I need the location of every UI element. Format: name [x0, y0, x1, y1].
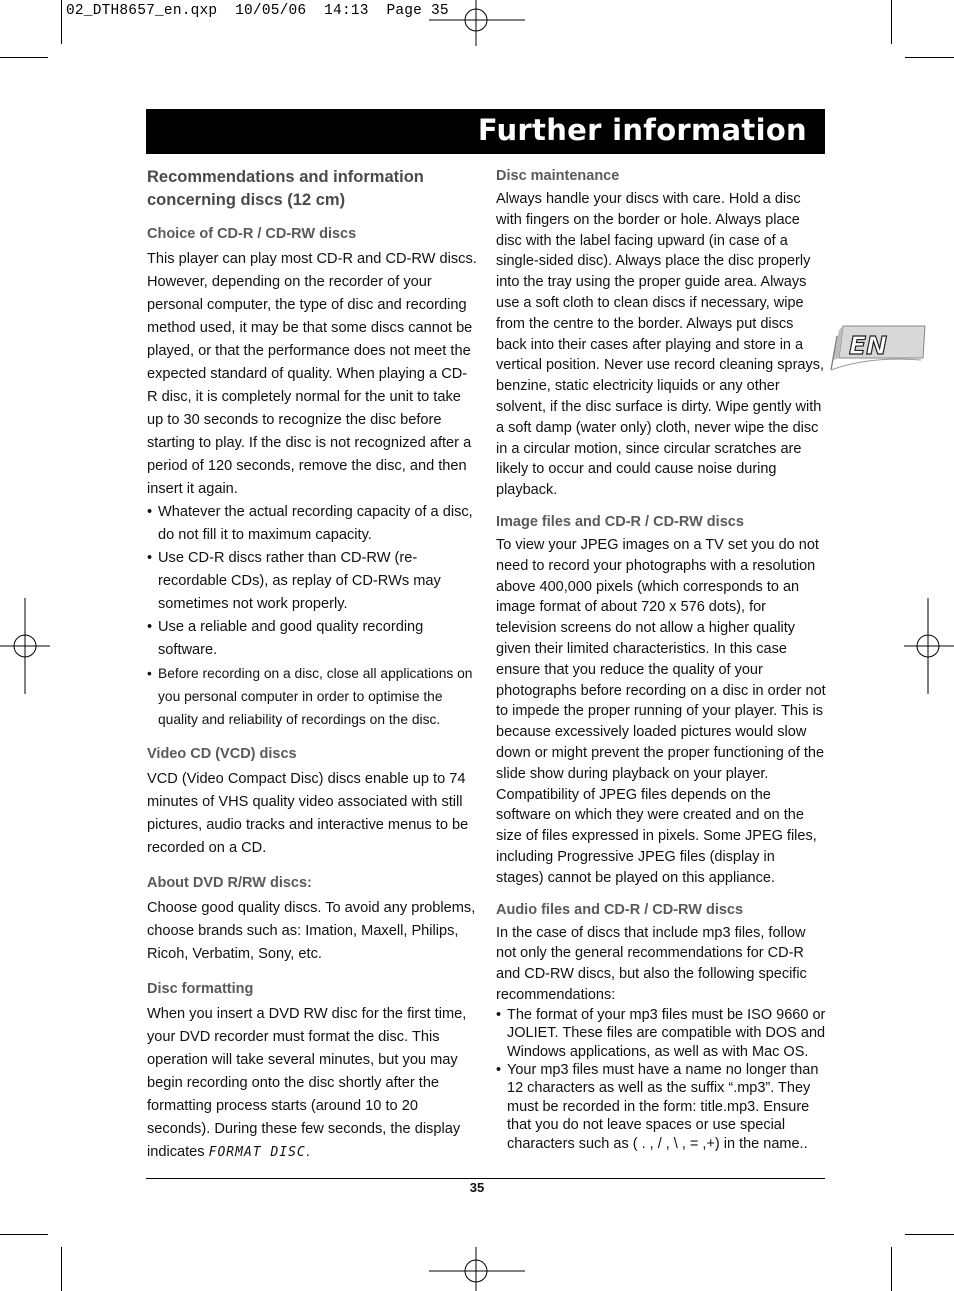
list-item: • Use a reliable and good quality recording software.: [147, 619, 424, 658]
page-title: Further information: [477, 113, 807, 147]
list-item: • Before recording on a disc, close all applications on you personal computer in order to optimise the quality and reliability of recordings on the disc.: [147, 666, 473, 727]
crop-mark: [0, 1234, 48, 1235]
audio-bullet-list: [496, 1006, 826, 1153]
paragraph-vcd: VCD (Video Compact Disc) discs enable up to 74 minutes of VHS quality video associated with still pictures, audio tracks and interactive menus to be recorded on a CD.: [147, 771, 469, 856]
subheading-formatting: Disc formatting: [147, 981, 254, 997]
list-item: • The format of your mp3 files must be ISO 9660 or JOLIET. These files are compatible with DOS and Windows applications, as well as with Mac OS.: [496, 1006, 826, 1060]
list-item: • Your mp3 files must have a name no longer than 12 characters as well as the suffix “.mp3”. They must be recorded in the form: title.mp3. Ensure that you do not leave spaces or use special characters such as ( . , / , \ , = ,+) in the name..: [496, 1061, 819, 1152]
crop-mark: [905, 1234, 954, 1235]
section-heading: Recommendations and information concerning discs (12 cm): [147, 168, 424, 209]
list-item: • Use CD-R discs rather than CD-RW (re-recordable CDs), as replay of CD-RWs may sometimes not work properly.: [147, 550, 441, 612]
registration-mark-icon: [429, 0, 525, 46]
subheading-cdr: Choice of CD-R / CD-RW discs: [147, 226, 357, 242]
language-tab: [829, 316, 929, 376]
subheading-image-files: Image files and CD-R / CD-RW discs: [496, 513, 744, 530]
print-slug: 02_DTH8657_en.qxp 10/05/06 14:13 Page 35: [66, 3, 449, 19]
crop-mark: [61, 0, 62, 44]
crop-mark: [891, 0, 892, 44]
paragraph-formatting: When you insert a DVD RW disc for the first time, your DVD recorder must format the disc. This operation will take several minutes, but you may begin recording onto the disc shortly after the formatting process starts (around 10 to 20 seconds). During these few seconds, the display indicates FORMAT DISC.: [147, 1006, 467, 1160]
paragraph-dvd: Choose good quality discs. To avoid any problems, choose brands such as: Imation, Maxell, Philips, Ricoh, Verbatim, Sony, etc.: [147, 900, 476, 962]
page-number: 35: [469, 1180, 485, 1195]
footer-rule: [146, 1178, 825, 1179]
right-column: [496, 166, 826, 1153]
crop-mark: [905, 57, 954, 58]
list-item: • Whatever the actual recording capacity of a disc, do not fill it to maximum capacity.: [147, 504, 473, 543]
subheading-vcd: Video CD (VCD) discs: [147, 746, 297, 762]
crop-mark: [61, 1247, 62, 1291]
paragraph-maintenance: Always handle your discs with care. Hold a disc with fingers on the border or hole. Always place disc with the label facing upward (in case of a single-sided disc). Always place the disc properly into the tray using the proper guide area. Always use a soft cloth to clean discs if necessary, wipe from the centre to the border. Always put discs back into their cases after playing and store in a vertical position. Never use record cleaning sprays, benzine, static electricity liquids or any other solvent, if the disc surface is dirty. Wipe gently with a soft damp (water only) cloth, never wipe the disc in a circular motion, since circular scratches are likely to occur and could cause noise during playback.: [496, 191, 825, 499]
language-tab-label: EN: [849, 331, 888, 360]
subheading-maintenance: Disc maintenance: [496, 168, 620, 184]
left-column: [147, 166, 477, 1164]
registration-mark-icon: [0, 598, 50, 694]
cdr-bullet-list: [147, 501, 477, 731]
crop-mark: [0, 57, 48, 58]
subheading-dvd: About DVD R/RW discs:: [147, 875, 312, 891]
paragraph-audio-files: In the case of discs that include mp3 files, follow not only the general recommendations for CD-R and CD-RW discs, but also the following specific recommendations:: [496, 924, 807, 1003]
registration-mark-icon: [429, 1247, 525, 1291]
crop-mark: [891, 1247, 892, 1291]
title-banner: [146, 109, 825, 154]
subheading-audio-files: Audio files and CD-R / CD-RW discs: [496, 901, 744, 918]
display-readout: FORMAT DISC: [208, 1145, 306, 1160]
registration-mark-icon: [904, 598, 954, 694]
paragraph-image-files: To view your JPEG images on a TV set you do not need to record your photographs with a resolution above 400,000 pixels (which corresponds to an image format of about 720 x 576 dots), for television screens do not allow a higher quality given their limited characteristics. In this case ensure that you reduce the quality of your photographs before recording on a disc in order not to impede the proper running of your player. This is because excessively loaded pictures would slow down or might prevent the proper functioning of the slide show during playback on your player. Compatibility of JPEG files depends on the software on which they were created and on the size of files expressed in pixels. Some JPEG files, including Progressive JPEG files (display in stages) cannot be played on this appliance.: [496, 536, 826, 886]
paragraph-cdr: This player can play most CD-R and CD-RW discs. However, depending on the recorder of your personal computer, the type of disc and recording method used, it may be that some discs cannot be played, or that the performance does not meet the expected standard of quality. When playing a CD-R disc, it is completely normal for the unit to take up to 30 seconds to recognize the disc before starting to play. If the disc is not recognized after a period of 120 seconds, remove the disc, and then insert it again.: [147, 251, 477, 497]
